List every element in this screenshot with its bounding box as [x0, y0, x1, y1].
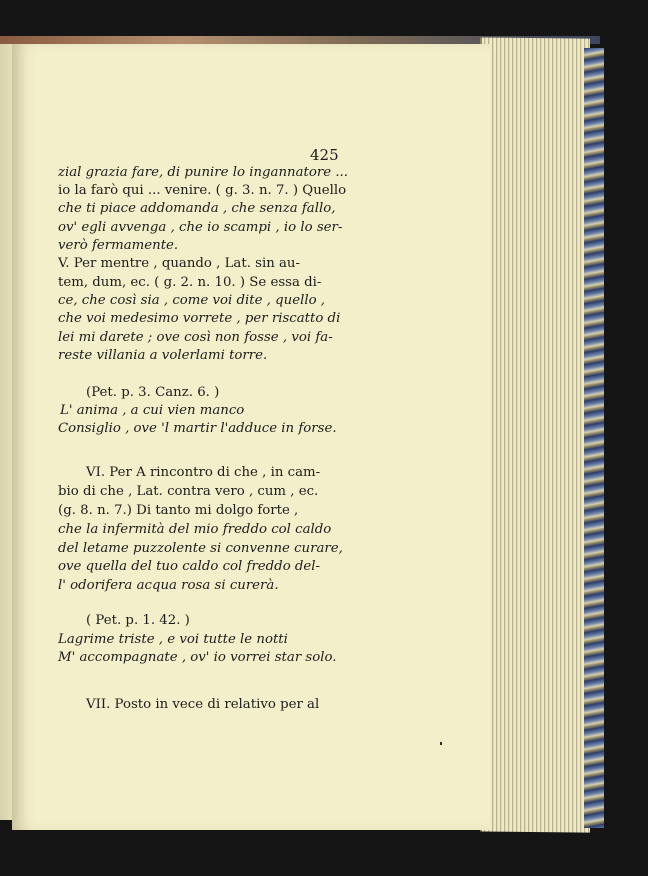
text-line: tem, dum, ec. ( g. 2. n. 10. ) Se essa di-: [58, 275, 322, 290]
text-line: (g. 8. n. 7.) Di tanto mi dolgo forte ,: [58, 503, 299, 518]
book-page: [12, 44, 490, 830]
text-line: (Pet. p. 3. Canz. 6. ): [86, 385, 220, 400]
text-line: VI. Per A rincontro di che , in cam-: [86, 465, 321, 480]
text-line: ce, che così sia , come voi dite , quello ,: [58, 293, 326, 308]
text-line: M' accompagnate , ov' io vorrei star solo.: [58, 650, 337, 665]
text-line: L' anima , a cui vien manco: [60, 403, 245, 418]
text-line: Lagrime triste , e voi tutte le notti: [58, 632, 288, 647]
page-number: 425: [310, 146, 339, 164]
text-line: ( Pet. p. 1. 42. ): [86, 613, 190, 628]
text-line: io la farò qui ... venire. ( g. 3. n. 7. ) Quello: [58, 183, 347, 198]
text-line: l' odorifera acqua rosa si curerà.: [58, 578, 279, 593]
text-line: del letame puzzolente si convenne curare,: [58, 541, 343, 556]
text-line: verò fermamente.: [58, 238, 179, 253]
text-line: VII. Posto in vece di relativo per al: [86, 697, 320, 712]
text-line: ov' egli avvenga , che io scampi , io lo ser-: [58, 220, 343, 235]
ink-speck: [440, 742, 442, 745]
page-stack-edges: [480, 37, 590, 832]
text-line: che ti piace addomanda , che senza fallo,: [58, 201, 336, 216]
text-line: Consiglio , ove 'l martir l'adduce in forse.: [58, 421, 337, 436]
text-line: ove quella del tuo caldo col freddo del-: [58, 559, 321, 574]
text-line: zial grazia fare, di punire lo ingannatore ...: [58, 165, 349, 180]
text-line: reste villania a volerlami torre.: [58, 348, 268, 363]
text-line: che voi medesimo vorrete , per riscatto di: [58, 311, 341, 326]
text-line: che la infermità del mio freddo col caldo: [58, 522, 332, 537]
text-line: bio di che , Lat. contra vero , cum , ec.: [58, 484, 319, 499]
text-line: V. Per mentre , quando , Lat. sin au-: [58, 256, 300, 271]
text-line: lei mi darete ; ove così non fosse , voi fa-: [58, 330, 333, 345]
marbled-cover-edge: [584, 48, 604, 828]
